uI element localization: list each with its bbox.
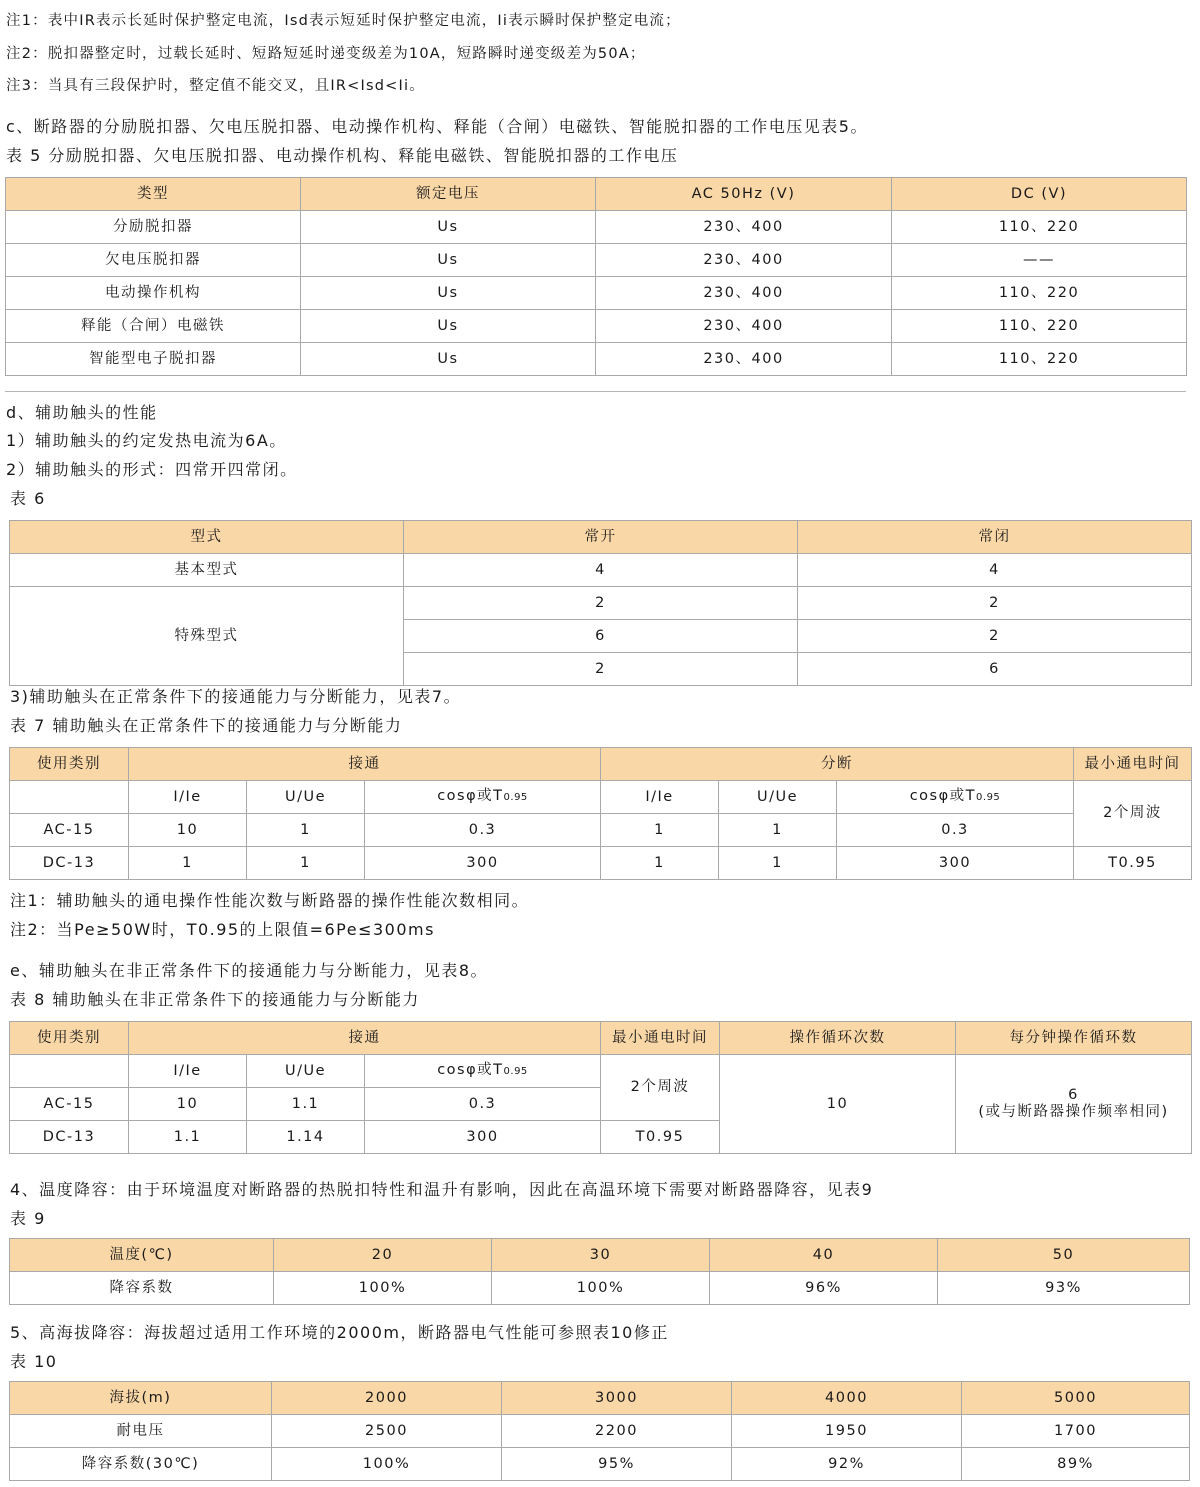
table-header-row (10, 1022, 1192, 1055)
table-cell: 0.3 (365, 1088, 601, 1121)
table-cell: 230、400 (596, 211, 892, 244)
table-cell: 10 (129, 814, 247, 847)
table10 (9, 1381, 1190, 1481)
table-cell: 1.1 (129, 1121, 247, 1154)
section-c-text: c、断路器的分励脱扣器、欠电压脱扣器、电动操作机构、释能（合闸）电磁铁、智能脱扣器的工作电压见表5。 (6, 117, 868, 136)
table-cell: 2500 (272, 1415, 502, 1448)
table-cell: 110、220 (892, 310, 1187, 343)
table-cell: 0.3 (365, 814, 601, 847)
sub-header-text: cosφ或T (437, 788, 504, 804)
table-row (6, 343, 1187, 376)
table-cell: 100% (272, 1448, 502, 1481)
table-cell: 110、220 (892, 277, 1187, 310)
table-cell: 4 (404, 554, 798, 587)
header-cell: 使用类别 (10, 748, 129, 781)
table-cell: Us (301, 343, 596, 376)
table8 (9, 1021, 1192, 1154)
table-row (6, 277, 1187, 310)
table-cell: 基本型式 (10, 554, 404, 587)
table-cell: 100% (492, 1272, 710, 1305)
table-cell: DC-13 (10, 1121, 129, 1154)
table-cell: 1.14 (247, 1121, 365, 1154)
table-cell: 1 (719, 814, 837, 847)
item-3-text: 3)辅助触头在正常条件下的接通能力与分断能力，见表7。 (10, 687, 462, 706)
table-cell: DC-13 (10, 847, 129, 880)
table9 (9, 1238, 1190, 1305)
header-cell: 操作循环次数 (720, 1022, 956, 1055)
table-cell: 耐电压 (10, 1415, 272, 1448)
table-row (6, 211, 1187, 244)
table-cell: 95% (502, 1448, 732, 1481)
table-cell: 欠电压脱扣器 (6, 244, 301, 277)
header-cell: 额定电压 (301, 178, 596, 211)
table7-caption: 表 7 辅助触头在正常条件下的接通能力与分断能力 (10, 716, 403, 735)
table7 (9, 747, 1192, 880)
table-row (10, 1272, 1190, 1305)
min-time-cell: 2个周波 (1074, 781, 1192, 847)
sub-header-row (10, 1055, 1192, 1088)
table-header-row (10, 1239, 1190, 1272)
table-cell: 300 (365, 847, 601, 880)
table-cell: 300 (365, 1121, 601, 1154)
table-cell: 1 (719, 847, 837, 880)
table-cell (10, 1055, 129, 1088)
header-cell: 50 (938, 1239, 1190, 1272)
section-d-title: d、辅助触头的性能 (6, 403, 158, 422)
header-cell: 30 (492, 1239, 710, 1272)
table-cell: 电动操作机构 (6, 277, 301, 310)
header-cell: 常闭 (798, 521, 1192, 554)
section-e-text: e、辅助触头在非正常条件下的接通能力与分断能力，见表8。 (10, 961, 489, 980)
subscript: 0.95 (503, 1066, 528, 1077)
header-cell: 常开 (404, 521, 798, 554)
table-row (10, 587, 1192, 620)
header-cell: 3000 (502, 1382, 732, 1415)
header-cell: 4000 (732, 1382, 962, 1415)
table8-caption: 表 8 辅助触头在非正常条件下的接通能力与分断能力 (10, 990, 420, 1009)
header-cell: 2000 (272, 1382, 502, 1415)
table-cell: 230、400 (596, 343, 892, 376)
min-time-cell: 2个周波 (601, 1055, 720, 1121)
table-row (10, 847, 1192, 880)
table-cell: 2200 (502, 1415, 732, 1448)
table-cell: 1950 (732, 1415, 962, 1448)
table-cell: —— (892, 244, 1187, 277)
table-cell: AC-15 (10, 1088, 129, 1121)
table-row (6, 310, 1187, 343)
table7-note-1: 注1：辅助触头的通电操作性能次数与断路器的操作性能次数相同。 (10, 891, 530, 910)
table-cell: 230、400 (596, 277, 892, 310)
table-row (10, 814, 1192, 847)
header-cell: 20 (274, 1239, 492, 1272)
header-cell: 使用类别 (10, 1022, 129, 1055)
table-header-row (10, 1382, 1190, 1415)
table-cell: 6 (404, 620, 798, 653)
table-cell: 2 (404, 653, 798, 686)
table-cell: 4 (798, 554, 1192, 587)
sub-header-text: cosφ或T (437, 1062, 504, 1078)
header-cell: 类型 (6, 178, 301, 211)
table-cell: 降容系数 (10, 1272, 274, 1305)
table-cell: 96% (710, 1272, 938, 1305)
table-cell: 89% (962, 1448, 1190, 1481)
header-cell: 型式 (10, 521, 404, 554)
table-row (10, 1448, 1190, 1481)
table-header-row (6, 178, 1187, 211)
table9-caption: 表 9 (10, 1209, 46, 1228)
per-minute-cell (956, 1055, 1192, 1154)
table-cell: 2 (798, 620, 1192, 653)
table6 (9, 520, 1192, 686)
sub-header-cell: U/Ue (247, 1055, 365, 1088)
table-cell: 2 (404, 587, 798, 620)
section-d-item2: 2）辅助触头的形式：四常开四常闭。 (6, 460, 298, 479)
table-cell: 110、220 (892, 211, 1187, 244)
sub-header-cell: U/Ue (247, 781, 365, 814)
min-time-cell: T0.95 (1074, 847, 1192, 880)
header-cell: 5000 (962, 1382, 1190, 1415)
divider (5, 391, 1186, 392)
header-cell: 分断 (601, 748, 1074, 781)
note-1: 注1：表中IR表示长延时保护整定电流，Isd表示短延时保护整定电流，Ii表示瞬时保护整定电流； (6, 13, 681, 29)
header-cell: 每分钟操作循环数 (956, 1022, 1192, 1055)
table-cell: 2 (798, 587, 1192, 620)
table-cell: 1700 (962, 1415, 1190, 1448)
table-cell: 92% (732, 1448, 962, 1481)
table-cell: 110、220 (892, 343, 1187, 376)
header-cell: 最小通电时间 (601, 1022, 720, 1055)
table-cell: 分励脱扣器 (6, 211, 301, 244)
table-cell: 0.3 (837, 814, 1074, 847)
header-cell: 最小通电时间 (1074, 748, 1192, 781)
header-cell: 40 (710, 1239, 938, 1272)
sub-header-cell: I/Ie (601, 781, 719, 814)
table-cell: Us (301, 211, 596, 244)
table6-caption: 表 6 (10, 489, 46, 508)
sub-header-cell (365, 781, 601, 814)
table5-caption: 表 5 分励脱扣器、欠电压脱扣器、电动操作机构、释能电磁铁、智能脱扣器的工作电压 (6, 146, 679, 165)
table-header-row (10, 521, 1192, 554)
table10-caption: 表 10 (10, 1352, 58, 1371)
sub-header-text: cosφ或T (909, 788, 977, 804)
header-cell: 接通 (129, 748, 601, 781)
sub-header-cell: U/Ue (719, 781, 837, 814)
sub-header-cell (837, 781, 1074, 814)
sub-header-cell: I/Ie (129, 781, 247, 814)
table-cell: 1 (247, 814, 365, 847)
table-cell: 230、400 (596, 310, 892, 343)
per-minute-value: 6 (1068, 1087, 1079, 1103)
table-cell: 1 (247, 847, 365, 880)
min-time-cell: T0.95 (601, 1121, 720, 1154)
table-row (6, 244, 1187, 277)
per-minute-note: (或与断路器操作频率相同) (978, 1104, 1169, 1120)
table-row (10, 1415, 1190, 1448)
table-cell: Us (301, 244, 596, 277)
section-5-text: 5、高海拔降容：海拔超过适用工作环境的2000m，断路器电气性能可参照表10修正 (10, 1323, 669, 1342)
table-cell: 释能（合闸）电磁铁 (6, 310, 301, 343)
section-d-item1: 1）辅助触头的约定发热电流为6A。 (6, 431, 287, 450)
table-cell: AC-15 (10, 814, 129, 847)
note-3: 注3：当具有三段保护时，整定值不能交叉，且IR<Isd<Ii。 (6, 78, 425, 94)
table-cell: 6 (798, 653, 1192, 686)
table-cell: 特殊型式 (10, 587, 404, 686)
header-cell: 海拔(m) (10, 1382, 272, 1415)
table-cell: Us (301, 310, 596, 343)
header-cell: 接通 (129, 1022, 601, 1055)
sub-header-cell (365, 1055, 601, 1088)
table-cell: 1 (601, 814, 719, 847)
table-header-row (10, 748, 1192, 781)
table-cell: 1 (601, 847, 719, 880)
header-cell: DC (V) (892, 178, 1187, 211)
table7-note-2: 注2：当Pe≥50W时，T0.95的上限值=6Pe≤300ms (10, 920, 435, 939)
sub-header-cell: I/Ie (129, 1055, 247, 1088)
note-2: 注2：脱扣器整定时，过载长延时、短路短延时递变级差为10A，短路瞬时递变级差为50A； (6, 46, 646, 62)
section-4-text: 4、温度降容：由于环境温度对断路器的热脱扣特性和温升有影响，因此在高温环境下需要对断路器降容，见表9 (10, 1180, 874, 1199)
subscript: 0.95 (503, 792, 528, 803)
table5 (5, 177, 1187, 376)
table-cell: 100% (274, 1272, 492, 1305)
table-cell: 300 (837, 847, 1074, 880)
table-cell: 1 (129, 847, 247, 880)
cycles-cell: 10 (720, 1055, 956, 1154)
table-row (10, 554, 1192, 587)
table-cell: 降容系数(30℃) (10, 1448, 272, 1481)
table-cell: 1.1 (247, 1088, 365, 1121)
header-cell: AC 50Hz (V) (596, 178, 892, 211)
header-cell: 温度(℃) (10, 1239, 274, 1272)
table-cell: 智能型电子脱扣器 (6, 343, 301, 376)
table-cell: 230、400 (596, 244, 892, 277)
table-cell: 10 (129, 1088, 247, 1121)
table-cell: 93% (938, 1272, 1190, 1305)
subscript: 0.95 (976, 792, 1001, 803)
table-cell: Us (301, 277, 596, 310)
sub-header-row (10, 781, 1192, 814)
table-cell (10, 781, 129, 814)
